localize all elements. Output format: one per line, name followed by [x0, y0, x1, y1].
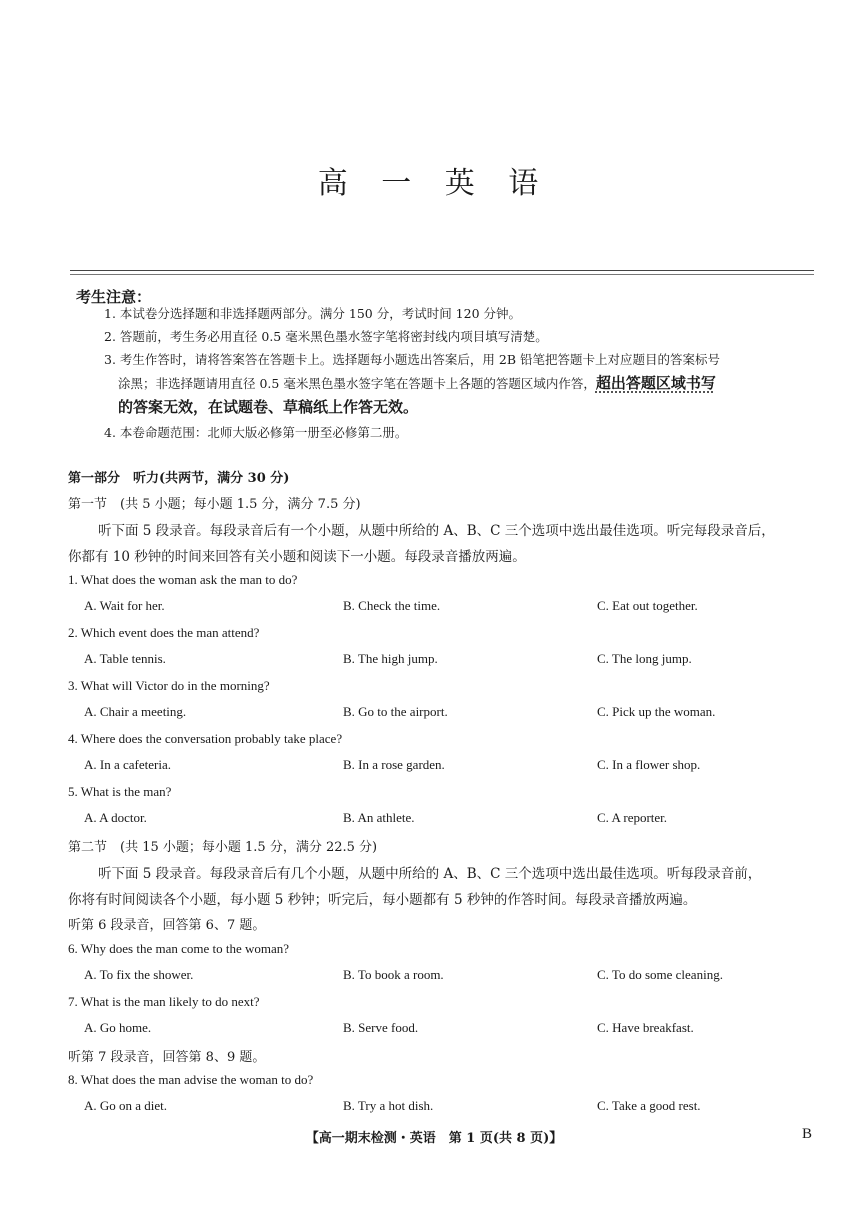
option-4a: A. In a cafeteria. [84, 757, 171, 772]
notice-item-1: 1. 本试卷分选择题和非选择题两部分。满分 150 分，考试时间 120 分钟。 [104, 306, 522, 321]
group-7-heading: 听第 7 段录音，回答第 8、9 题。 [68, 1050, 266, 1065]
option-6c: C. To do some cleaning. [597, 967, 723, 982]
option-5b: B. An athlete. [343, 810, 415, 825]
notice-emphasis-line: 的答案无效，在试题卷、草稿纸上作答无效。 [118, 398, 419, 416]
question-7: 7. What is the man likely to do next? [68, 994, 260, 1009]
question-6: 6. Why does the man come to the woman? [68, 941, 290, 956]
page-title: 高 一 英 语 [317, 166, 551, 201]
notice-item-4: 4. 本卷命题范围：北师大版必修第一册至必修第二册。 [104, 425, 408, 440]
group-6-heading: 听第 6 段录音，回答第 6、7 题。 [68, 918, 266, 933]
option-4b: B. In a rose garden. [343, 757, 445, 772]
option-1c: C. Eat out together. [597, 598, 698, 613]
header-divider-thin [70, 274, 814, 275]
section1-instructions: 听下面 5 段录音。每段录音后有一个小题，从题中所给的 A、B、C 三个选项中选出最佳选项。听完每段录音后， [98, 523, 775, 539]
option-3b: B. Go to the airport. [343, 704, 448, 719]
option-8c: C. Take a good rest. [597, 1098, 701, 1113]
option-7c: C. Have breakfast. [597, 1020, 694, 1035]
notice-item-3: 3. 考生作答时，请将答案答在答题卡上。选择题每小题选出答案后，用 2B 铅笔把答题卡上对应题目的答案标号 [104, 352, 720, 367]
paper-version: B [802, 1126, 813, 1142]
option-1a: A. Wait for her. [84, 598, 165, 613]
section2-heading: 第二节 (共 15 小题；每小题 1.5 分，满分 22.5 分) [68, 840, 378, 855]
option-1b: B. Check the time. [343, 598, 441, 613]
question-5: 5. What is the man? [68, 784, 172, 799]
option-2b: B. The high jump. [343, 651, 438, 666]
option-2a: A. Table tennis. [84, 651, 166, 666]
section2-instructions: 听下面 5 段录音。每段录音后有几个小题，从题中所给的 A、B、C 三个选项中选出最佳选项。听每段录音前， [98, 866, 762, 882]
notice-item-3-text: 涂黑；非选择题请用直径 0.5 毫米黑色墨水签字笔在答题卡上各题的答题区域内作答， [118, 376, 596, 391]
section2-instructions-cont: 你将有时间阅读各个小题，每小题 5 秒钟；听完后，每小题都有 5 秒钟的作答时间。每段录音播放两遍。 [68, 892, 697, 908]
option-5c: C. A reporter. [597, 810, 668, 825]
question-3: 3. What will Victor do in the morning? [68, 678, 270, 693]
option-8a: A. Go on a diet. [84, 1098, 168, 1113]
section1-heading: 第一节 (共 5 小题；每小题 1.5 分，满分 7.5 分) [68, 497, 361, 512]
option-6b: B. To book a room. [343, 967, 444, 982]
option-6a: A. To fix the shower. [84, 967, 194, 982]
question-8: 8. What does the man advise the woman to do? [68, 1072, 314, 1087]
option-2c: C. The long jump. [597, 651, 692, 666]
option-3a: A. Chair a meeting. [84, 704, 187, 719]
question-4: 4. Where does the conversation probably take place? [68, 731, 343, 746]
notice-emphasis: 超出答题区域书写 [595, 374, 716, 392]
option-5a: A. A doctor. [84, 810, 147, 825]
question-1: 1. What does the woman ask the man to do? [68, 572, 298, 587]
option-7b: B. Serve food. [343, 1020, 419, 1035]
notice-item-2: 2. 答题前，考生务必用直径 0.5 毫米黑色墨水签字笔将密封线内项目填写清楚。 [104, 329, 548, 344]
section1-instructions-cont: 你都有 10 秒钟的时间来回答有关小题和阅读下一小题。每段录音播放两遍。 [68, 549, 526, 565]
notice-item-3-cont [118, 372, 716, 395]
option-3c: C. Pick up the woman. [597, 704, 716, 719]
question-2: 2. Which event does the man attend? [68, 625, 260, 640]
option-4c: C. In a flower shop. [597, 757, 701, 772]
notice-heading: 考生注意： [76, 288, 152, 306]
header-divider [70, 270, 814, 271]
option-8b: B. Try a hot dish. [343, 1098, 434, 1113]
page-footer: 【高一期末检测・英语 第 1 页(共 8 页)】 [305, 1131, 563, 1146]
option-7a: A. Go home. [84, 1020, 152, 1035]
part1-heading: 第一部分 听力(共两节，满分 30 分) [68, 471, 290, 486]
